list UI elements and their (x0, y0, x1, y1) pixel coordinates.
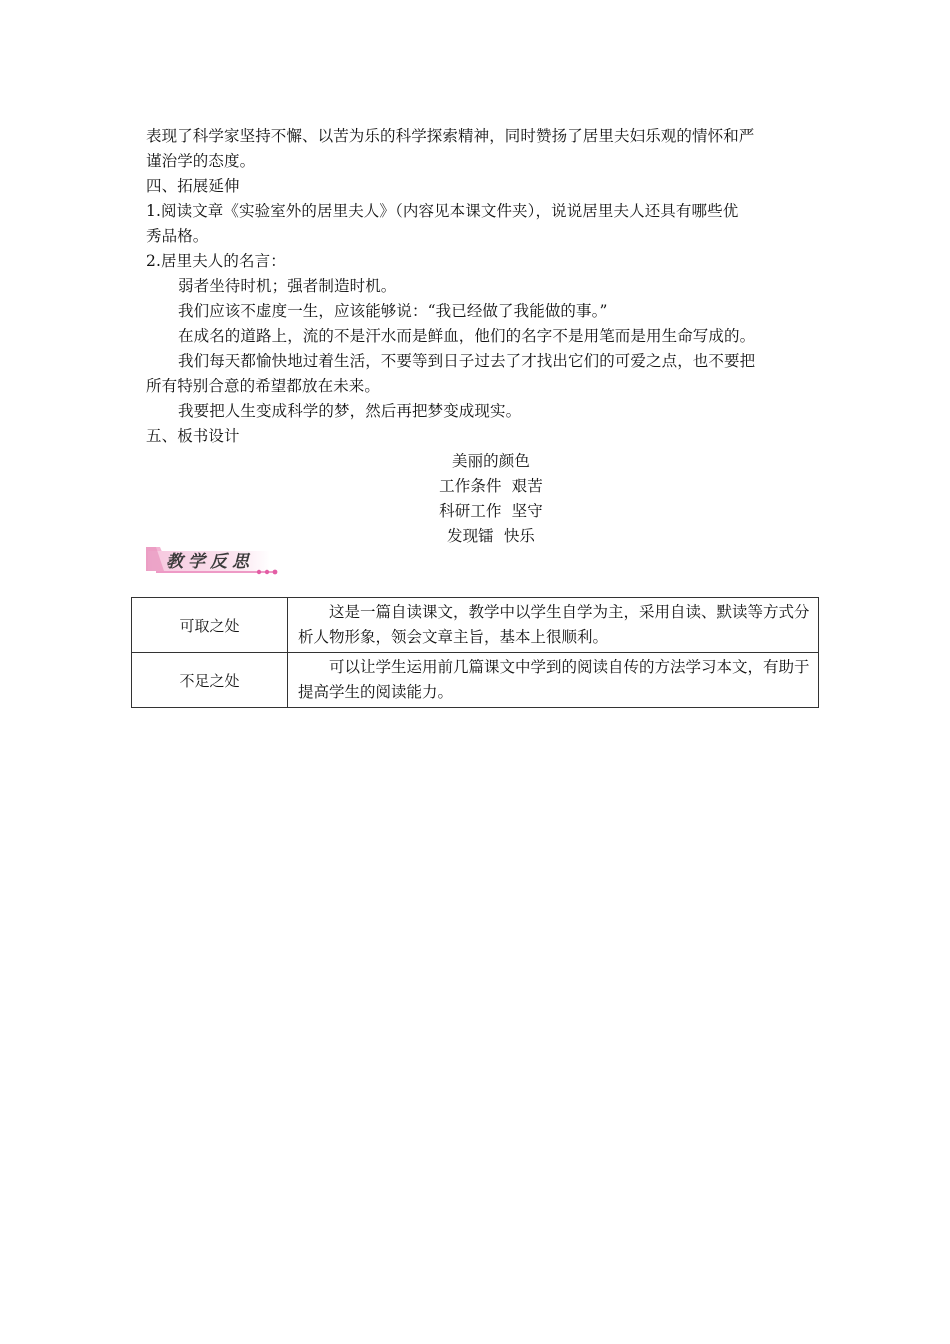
row-content: 这是一篇自读课文，教学中以学生自学为主，采用自读、默读等方式分析人物形象，领会文章主旨，基本上很顺利。 (288, 598, 819, 653)
row-content: 可以让学生运用前几篇课文中学到的阅读自传的方法学习本文，有助于提高学生的阅读能力。 (288, 653, 819, 708)
board-title: 美丽的颜色 (451, 452, 530, 470)
board-row: 发现镭 快乐 (446, 527, 536, 545)
row-label: 可取之处 (132, 598, 288, 653)
section-heading: 五、板书设计 (146, 427, 240, 445)
quote-line: 所有特别合意的希望都放在未来。 (146, 377, 381, 395)
paragraph-line: 秀品格。 (146, 227, 209, 245)
paragraph-line: 2.居里夫人的名言： (146, 252, 286, 270)
reflection-table (131, 597, 819, 708)
table-row (132, 653, 819, 708)
quote-line: 在成名的道路上，流的不是汗水而是鲜血，他们的名字不是用笔而是用生命写成的。 (178, 327, 756, 345)
section-title: 教学反思 (166, 552, 254, 572)
paragraph-line: 谨治学的态度。 (146, 152, 256, 170)
board-row: 工作条件 艰苦 (439, 477, 543, 495)
quote-line: 我们每天都愉快地过着生活，不要等到日子过去了才找出它们的可爱之点，也不要把 (178, 352, 756, 370)
quote-line: 弱者坐待时机；强者制造时机。 (178, 277, 397, 295)
board-row: 科研工作 坚守 (439, 502, 543, 520)
paragraph-line: 1.阅读文章《实验室外的居里夫人》（内容见本课文件夹），说说居里夫人还具有哪些优 (146, 202, 739, 220)
section-banner (146, 545, 286, 577)
quote-line: 我们应该不虚度一生，应该能够说：“我已经做了我能做的事。” (178, 302, 608, 320)
table-row (132, 598, 819, 653)
paragraph-line: 表现了科学家坚持不懈、以苦为乐的科学探索精神，同时赞扬了居里夫妇乐观的情怀和严 (146, 127, 755, 145)
row-label: 不足之处 (132, 653, 288, 708)
section-heading: 四、拓展延伸 (146, 177, 240, 195)
quote-line: 我要把人生变成科学的梦，然后再把梦变成现实。 (178, 402, 522, 420)
